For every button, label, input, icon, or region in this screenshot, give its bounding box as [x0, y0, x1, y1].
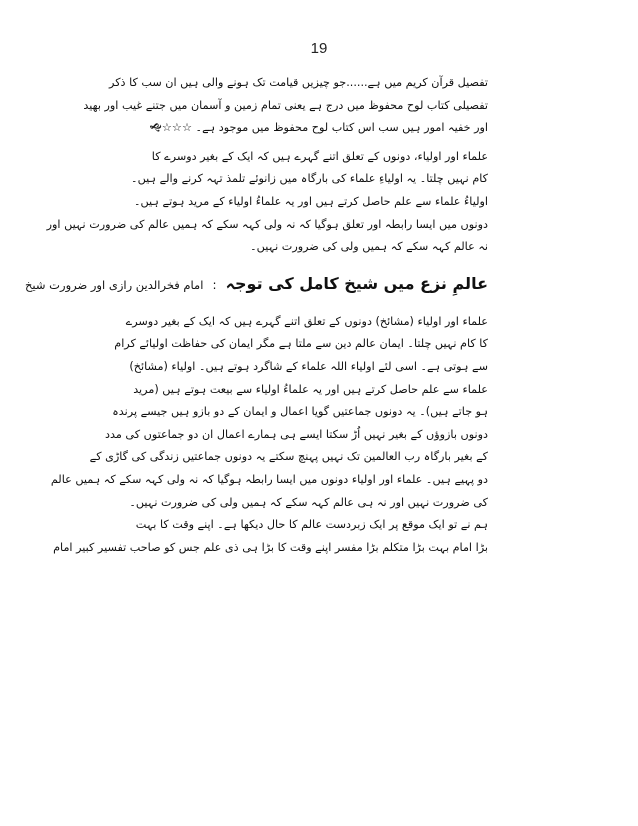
- text-line: کام نہیں چلتا۔ یہ اولیاءِ علماء کی بارگاہ میں زانوئے تلمذ تہہ کرنے والے ہیں۔: [131, 172, 488, 186]
- heading-subtitle: امام فخرالدین رازی اور ضرورت شیخ: [25, 277, 204, 292]
- page-body: [25, 72, 488, 559]
- paragraph-imam-account: [53, 514, 488, 559]
- text-line: ہم نے تو ایک موقع پر ایک زبردست عالم کا حال دیکھا ہے۔ اپنے وقت کا بہت: [135, 518, 488, 532]
- text-line: علماء اور اولیاء (مشائخ) دونوں کے تعلق اتنے گہرے ہیں کہ ایک کے بغیر دوسرے: [125, 314, 488, 328]
- text-line: کا کام نہیں چلتا۔ ایمان عالم دین سے ملتا ہے مگر ایمان کی حفاظت اولیائے کرام: [114, 337, 488, 351]
- text-line: علماء سے علم حاصل کرتے ہیں اور یہ علماءُ اولیاء سے بیعت ہوتے ہیں (مرید: [133, 382, 488, 396]
- text-line: ہو جاتے ہیں)۔ یہ دونوں جماعتیں گویا اعمال و ایمان کے دو بازو ہیں جیسے پرندہ: [112, 405, 488, 419]
- text-line: سے ہوتی ہے۔ اسی لئے اولیاء اللہ علماء کے شاگرد ہوتے ہیں۔ اولیاء (مشائخ): [129, 359, 488, 373]
- text-line: تفصیل قرآن کریم میں ہے......جو چیزیں قیامت تک ہونے والی ہیں ان سب کا ذکر: [109, 76, 488, 89]
- text-line: دونوں بازوؤں کے بغیر نہیں اُڑ سکتا ایسے ہی ہمارے اعمال ان دو جماعتوں کی مدد: [105, 427, 488, 441]
- heading-main: عالمِ نزع میں شیخ کامل کی توجہ: [225, 273, 488, 293]
- paragraph-ulama-awliya: [46, 146, 488, 259]
- text-line: کی ضرورت نہیں اور نہ ہی عالم کہہ سکے کہ ہمیں ولی کی ضرورت نہیں۔: [129, 495, 488, 509]
- text-line: علماء اور اولیاء، دونوں کے تعلق اتنے گہرے ہیں کہ ایک کے بغیر دوسرے کا: [151, 149, 488, 163]
- page-number: 19: [310, 40, 328, 57]
- paragraph-two-wings: [50, 311, 488, 514]
- heading-separator: :: [212, 277, 217, 292]
- text-line: اور خفیہ امور ہیں سب اس کتاب لوح محفوظ میں موجود ہے۔ ☆☆☆🙝: [149, 121, 488, 135]
- text-line: دونوں میں ایسا رابطہ اور تعلق ہوگیا کہ نہ ولی کہہ سکے کہ ہمیں عالم کی ضرورت نہیں اور: [46, 217, 488, 231]
- text-line: کے بغیر بارگاہ رب العالمین تک نہیں پہنچ سکتے یہ دونوں جماعتیں زندگی کی گاڑی کے: [89, 450, 488, 464]
- text-line: بڑا امام بہت بڑا متکلم بڑا مفسر اپنے وقت کا بڑا ہی ذی علم جس کو صاحب تفسیر کبیر امام: [53, 540, 488, 554]
- text-line: اولیاءُ علماء سے علم حاصل کرتے ہیں اور یہ علماءُ اولیاء کے مرید ہوتے ہیں۔: [133, 194, 488, 208]
- text-line: دو پہیے ہیں۔ علماء اور اولیاء دونوں میں ایسا رابطہ ہوگیا کہ نہ ولی کہہ سکے کہ ہمیں عالم: [50, 472, 488, 486]
- text-line: نہ عالم کہہ سکے کہ ہمیں ولی کی ضرورت نہیں۔: [250, 240, 488, 254]
- section-heading: [25, 269, 488, 299]
- paragraph-quran-detail: [83, 72, 488, 140]
- text-line: تفصیلی کتاب لوح محفوظ میں درج ہے یعنی تمام زمین و آسمان میں جتنے غیب اور بھید: [83, 98, 488, 112]
